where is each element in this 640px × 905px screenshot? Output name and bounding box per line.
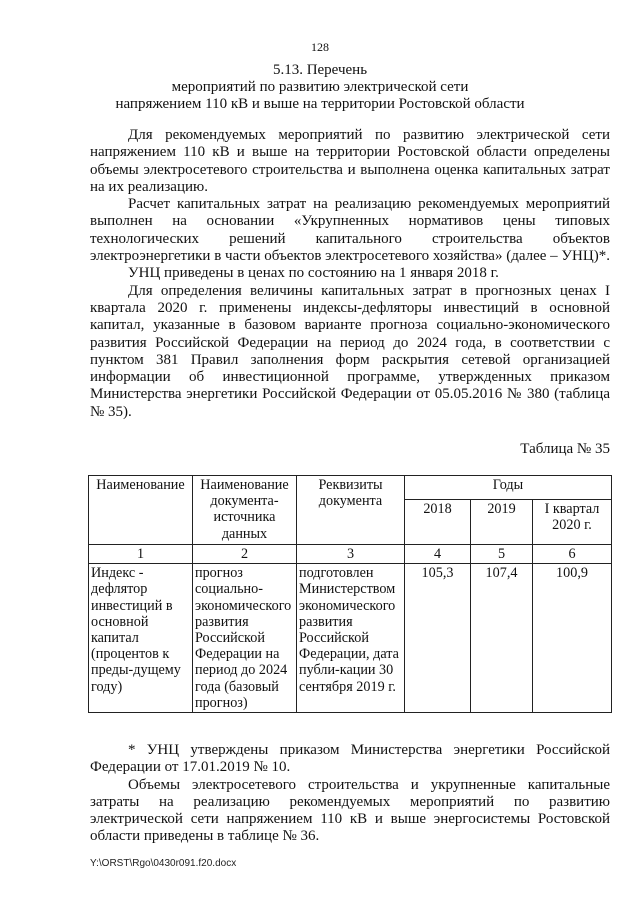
page-number: 128: [311, 40, 329, 54]
column-number: 5: [471, 545, 533, 564]
file-path: Y:\ORST\Rgo\0430r091.f20.docx: [90, 858, 237, 869]
body-text: [90, 127, 610, 421]
column-number-row: [89, 545, 612, 564]
paragraph: Для определения величины капитальных затрат в прогнозных ценах I квартала 2020 г. применены индексы-дефляторы инвестиций в основной капитал, указанные в базовом варианте прогноза социально-экономического развития Российской Федерации на период до 2024 года, в соответствии с пунктом 381 Правил заполнения форм раскрытия сетевой организацией информации об инвестиционной программе, утвержденных приказом Министерства энергетики Российской Федерации от 05.05.2016 № 380 (таблица № 35).: [90, 282, 610, 420]
row-details: подготовлен Министерством экономического развития Российской Федерации, дата публи-кации 30 сентября 2019 г.: [297, 564, 405, 713]
table-header-row: [89, 476, 612, 500]
header-source: Наименование документа-источника данных: [193, 476, 297, 545]
header-years: Годы: [405, 476, 612, 500]
row-source: прогноз социально-экономического развития Российской Федерации на период до 2024 года (базовый прогноз): [193, 564, 297, 713]
deflator-table: [88, 475, 612, 713]
value-2019: 107,4: [471, 564, 533, 713]
header-q1-2020: I квартал 2020 г.: [533, 500, 612, 545]
paragraph: Расчет капитальных затрат на реализацию рекомендуемых мероприятий выполнен на основании «Укрупненных нормативов цены типовых технологических решений капитального строительства объектов электроэнергетики в части объектов электросетевого хозяйства» (далее – УНЦ)*.: [90, 196, 610, 265]
heading-line-2: мероприятий по развитию электрической сети: [171, 79, 469, 95]
header-2018: 2018: [405, 500, 471, 545]
column-number: 6: [533, 545, 612, 564]
value-q1-2020: 100,9: [533, 564, 612, 713]
closing-paragraph: Объемы электросетевого строительства и укрупненные капитальные затраты на реализацию рекомендуемых мероприятий по развитию электрической сети напряжением 110 кВ и выше энергосистемы Ростовской области приведены в таблице № 36.: [90, 776, 610, 845]
row-name: Индекс - дефлятор инвестиций в основной капитал (процентов к преды-дущему году): [89, 564, 193, 713]
column-number: 2: [193, 545, 297, 564]
column-number: 4: [405, 545, 471, 564]
section-heading: [60, 62, 580, 113]
heading-line-1: 5.13. Перечень: [272, 62, 368, 78]
footnote-block: [90, 742, 610, 846]
value-2018: 105,3: [405, 564, 471, 713]
table-caption: Таблица № 35: [520, 441, 610, 457]
footnote: * УНЦ утверждены приказом Министерства энергетики Российской Федерации от 17.01.2019 № 10.: [90, 742, 610, 776]
table-row: [89, 564, 612, 713]
header-2019: 2019: [471, 500, 533, 545]
column-number: 1: [89, 545, 193, 564]
paragraph: Для рекомендуемых мероприятий по развитию электрической сети напряжением 110 кВ и выше на территории Ростовской области определены объемы электросетевого строительства и выполнена оценка капитальных затрат на их реализацию.: [90, 127, 610, 195]
header-name: Наименование: [89, 476, 193, 545]
heading-line-3: напряжением 110 кВ и выше на территории Ростовской области: [115, 96, 525, 112]
header-details: Реквизиты документа: [297, 476, 405, 545]
paragraph: УНЦ приведены в ценах по состоянию на 1 января 2018 г.: [128, 265, 499, 282]
column-number: 3: [297, 545, 405, 564]
